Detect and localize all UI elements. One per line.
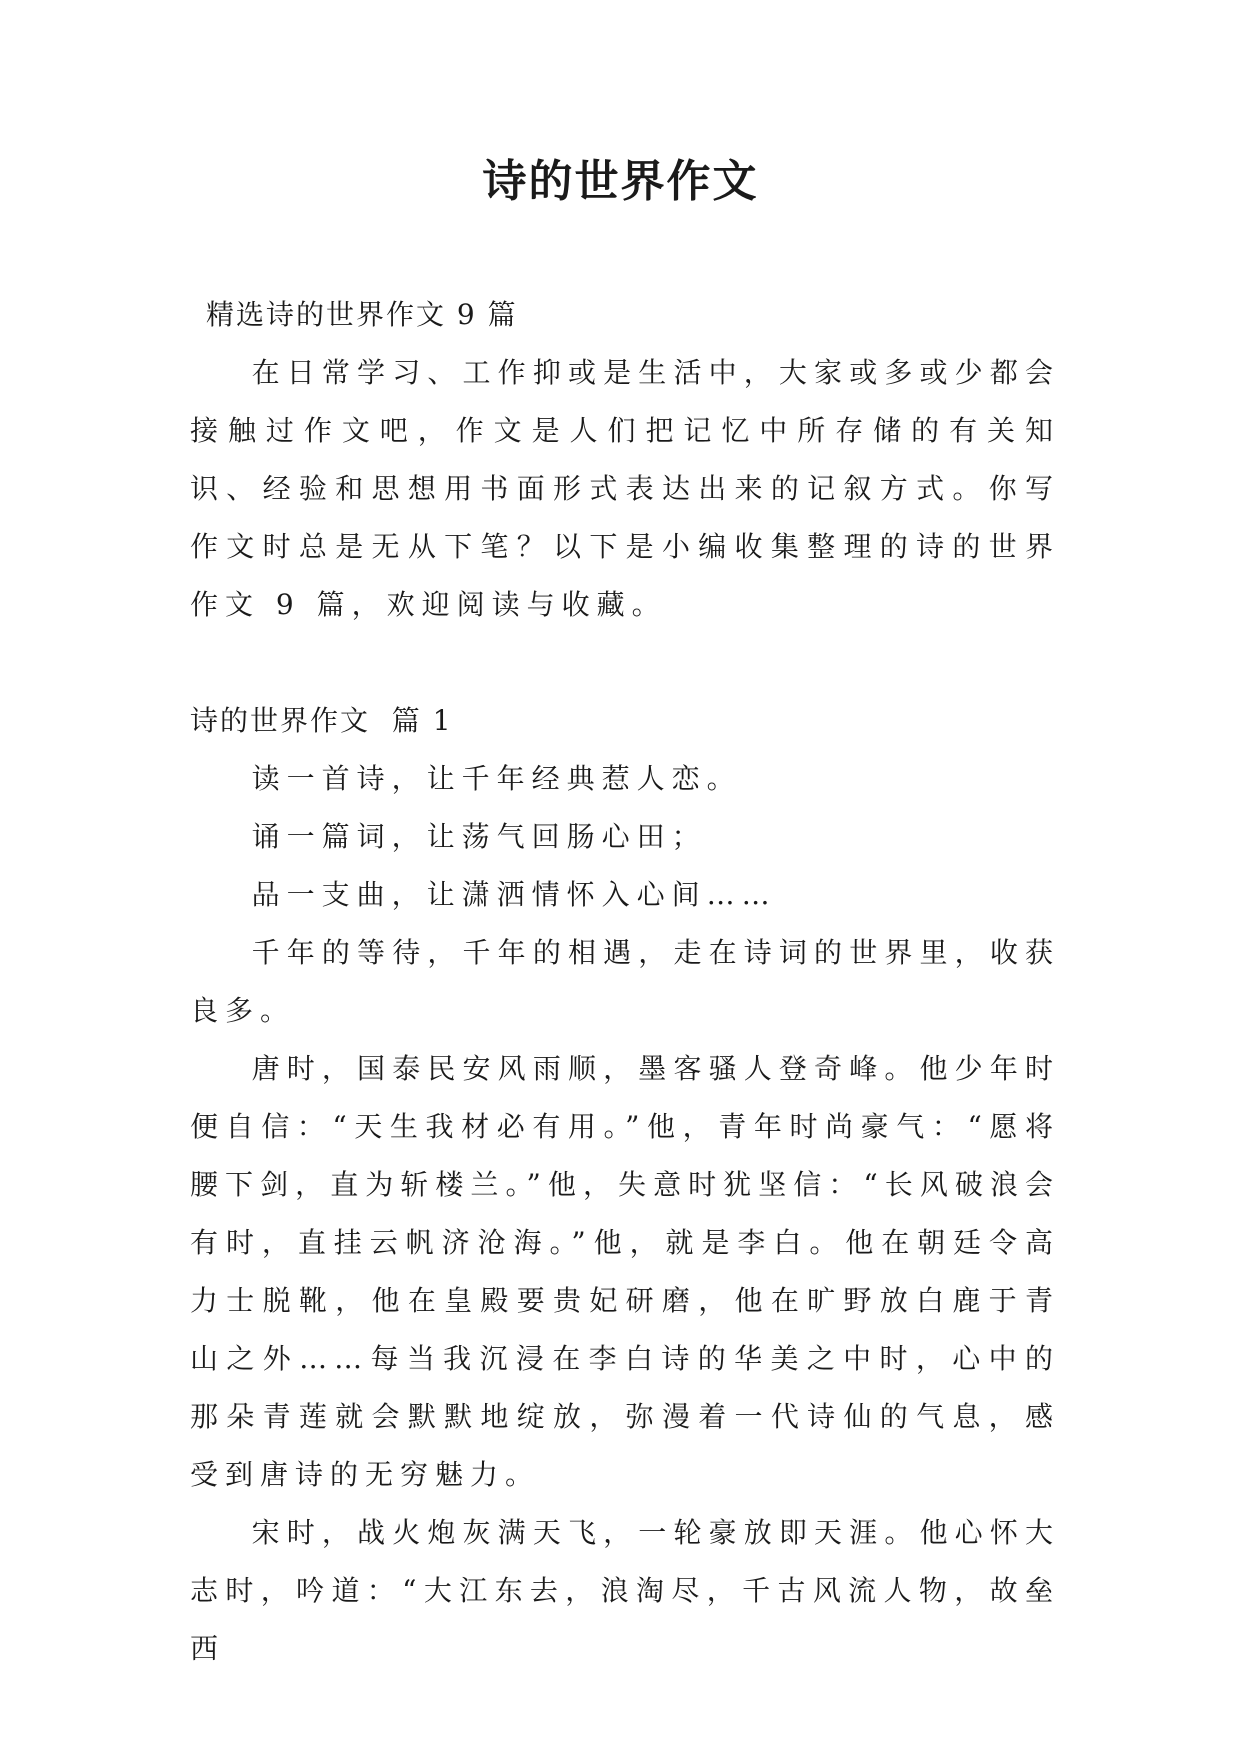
body-paragraph: 唐时，国泰民安风雨顺，墨客骚人登奇峰。他少年时便自信：“天生我材必有用。”他，青年时尚豪气：“愿将腰下剑，直为斩楼兰。”他，失意时犹坚信：“长风破浪会有时，直挂云帆济沧海。”他，就是李白。他在朝廷令高力士脱靴，他在皇殿要贵妃研磨，他在旷野放白鹿于青山之外……每当我沉浸在李白诗的华美之中时，心中的那朵青莲就会默默地绽放，弥漫着一代诗仙的气息，感受到唐诗的无穷魅力。 — [190, 1052, 1060, 1491]
section-spacer — [190, 634, 1060, 692]
body-paragraph: 宋时，战火炮灰满天飞，一轮豪放即天涯。他心怀大志时，吟道：“大江东去，浪淘尽，千古风流人物，故垒西 — [190, 1516, 1060, 1665]
poem-line: 品一支曲，让潇洒情怀入心间…… — [251, 878, 777, 911]
document-subtitle: 精选诗的世界作文 9 篇 — [206, 298, 518, 331]
poem-line: 读一首诗，让千年经典惹人恋。 — [251, 762, 742, 795]
intro-paragraph: 在日常学习、工作抑或是生活中，大家或多或少都会接触过作文吧，作文是人们把记忆中所存储的有关知识、经验和思想用书面形式表达出来的记叙方式。你写作文时总是无从下笔？以下是小编收集整理的诗的世界作文 9 篇，欢迎阅读与收藏。 — [190, 356, 1060, 621]
document-title: 诗的世界作文 — [482, 156, 759, 207]
body-paragraph: 千年的等待，千年的相遇，走在诗词的世界里，收获良多。 — [190, 936, 1060, 1027]
section-heading: 诗的世界作文 篇 1 — [190, 704, 453, 737]
poem-line: 诵一篇词，让荡气回肠心田； — [251, 820, 707, 853]
document-body — [190, 286, 1060, 1678]
